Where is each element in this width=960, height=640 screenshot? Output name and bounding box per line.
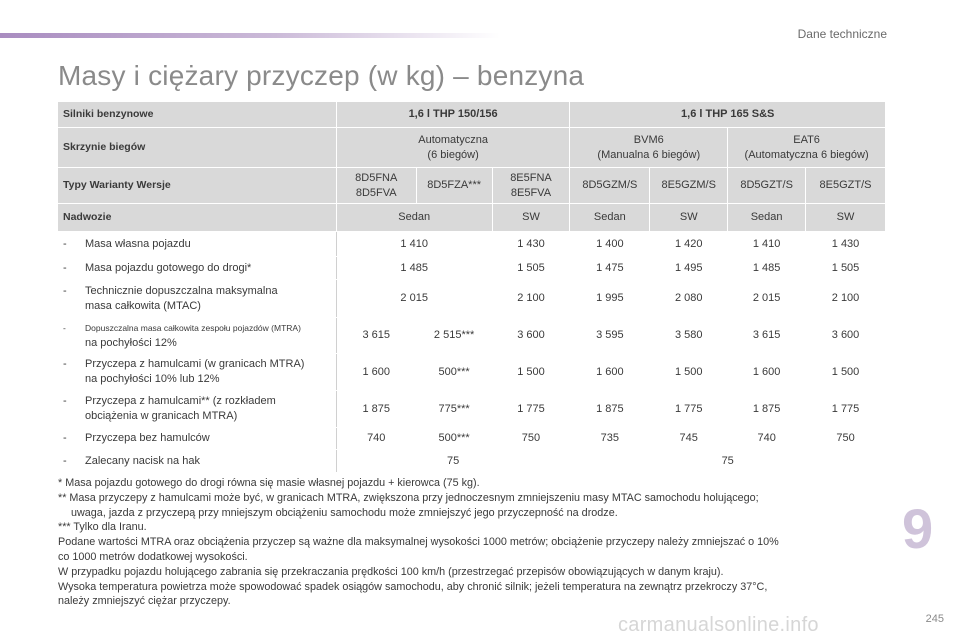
row-label: - Przyczepa z hamulcami (w granicach MTRA) na pochyłości 10% lub 12%	[58, 354, 337, 391]
section-title: Dane techniczne	[797, 27, 887, 41]
row-label: - Technicznie dopuszczalna maksymalna masa całkowita (MTAC)	[58, 280, 337, 318]
cell: 3 600	[806, 318, 886, 354]
cell: 3 615	[728, 318, 806, 354]
gearbox-b2	[728, 128, 886, 168]
cell: 1 500	[492, 354, 570, 391]
cell: 735	[570, 428, 650, 450]
cell: 1 500	[650, 354, 728, 391]
cell: 1 600	[728, 354, 806, 391]
page-number: 245	[925, 613, 944, 625]
footnotes	[58, 476, 898, 609]
footnote: Podane wartości MTRA oraz obciążenia przyczep są ważne dla maksymalnej wysokości 1000 metrów; obciążenie przyczepy należy zmniejszać o 10%	[58, 536, 779, 549]
table-row	[58, 257, 886, 280]
cell: 2 515***	[416, 318, 492, 354]
body-cell: Sedan	[336, 204, 492, 232]
footnote: należy zmniejszyć ciężar przyczepy.	[58, 595, 231, 608]
cell: 740	[728, 428, 806, 450]
watermark: carmanualsonline.info	[618, 614, 819, 636]
footnote: *** Tylko dla Iranu.	[58, 521, 147, 534]
cell: 1 505	[492, 257, 570, 280]
row-label: - Masa pojazdu gotowego do drogi*	[58, 257, 337, 280]
table-row	[58, 391, 886, 428]
row-label: - Przyczepa bez hamulców	[58, 428, 337, 450]
gearbox-b1-detail: (Manualna 6 biegów)	[597, 148, 701, 161]
cell: 1 995	[570, 280, 650, 318]
cell: 1 485	[336, 257, 492, 280]
footnote: W przypadku pojazdu holującego zabrania się przekraczania prędkości 100 km/h (przestrzegać przepisów obowiązujących w danym kraju).	[58, 565, 724, 578]
footnote: uwaga, jazda z przyczepą przy mniejszym obciążeniu samochodu może zmniejszyć jego przyczepność na drodze.	[71, 506, 618, 519]
cell: 1 400	[570, 232, 650, 257]
footnote: * Masa pojazdu gotowego do drogi równa się masie własnej pojazdu + kierowca (75 kg).	[58, 477, 480, 489]
type-cell: 8E5GZT/S	[806, 168, 886, 204]
type-cell: 8E5FNA 8E5FVA	[492, 168, 570, 204]
cell: 2 015	[728, 280, 806, 318]
row-label: - Zalecany nacisk na hak	[58, 450, 337, 473]
cell: 1 420	[650, 232, 728, 257]
type-cell: 8D5GZT/S	[728, 168, 806, 204]
types-label: Typy Warianty Wersje	[58, 168, 337, 204]
cell: 1 505	[806, 257, 886, 280]
cell: 1 600	[336, 354, 416, 391]
table-row	[58, 450, 886, 473]
cell: 745	[650, 428, 728, 450]
body-cell: Sedan	[570, 204, 650, 232]
engine-a-header: 1,6 l THP 150/156	[336, 102, 570, 128]
header-accent-bar	[0, 33, 500, 38]
cell: 500***	[416, 428, 492, 450]
cell: 2 100	[492, 280, 570, 318]
cell: 1 600	[570, 354, 650, 391]
cell: 750	[492, 428, 570, 450]
cell: 775***	[416, 391, 492, 428]
types-row	[58, 168, 886, 204]
cell: 75	[336, 450, 570, 473]
cell: 2 100	[806, 280, 886, 318]
weights-table	[57, 101, 886, 473]
cell: 1 875	[728, 391, 806, 428]
row-label: - Masa własna pojazdu	[58, 232, 337, 257]
type-cell: 8D5FZA***	[416, 168, 492, 204]
page-title: Masy i ciężary przyczep (w kg) – benzyna	[58, 60, 585, 91]
cell: 75	[570, 450, 886, 473]
cell: 1 410	[728, 232, 806, 257]
body-label: Nadwozie	[58, 204, 337, 232]
gearbox-b1	[570, 128, 728, 168]
engine-b-header: 1,6 l THP 165 S&S	[570, 102, 886, 128]
cell: 3 595	[570, 318, 650, 354]
row-label: - Dopuszczalna masa całkowita zespołu pojazdów (MTRA) na pochyłości 12%	[58, 318, 337, 354]
footnote: co 1000 metrów dodatkowej wysokości.	[58, 550, 248, 563]
cell: 1 775	[650, 391, 728, 428]
cell: 1 775	[806, 391, 886, 428]
body-cell: SW	[492, 204, 570, 232]
cell: 1 500	[806, 354, 886, 391]
gearbox-b2-detail: (Automatyczna 6 biegów)	[744, 148, 869, 161]
chapter-number: 9	[902, 497, 934, 560]
cell: 750	[806, 428, 886, 450]
cell: 1 430	[806, 232, 886, 257]
table-row	[58, 280, 886, 318]
gearbox-b1-name: BVM6	[633, 133, 664, 146]
cell: 3 580	[650, 318, 728, 354]
cell: 3 600	[492, 318, 570, 354]
cell: 2 015	[336, 280, 492, 318]
cell: 1 485	[728, 257, 806, 280]
body-cell: SW	[806, 204, 886, 232]
cell: 1 495	[650, 257, 728, 280]
footnote: Wysoka temperatura powietrza może spowodować spadek osiągów samochodu, aby chronić silnik; jeżeli temperatura na zewnątrz przekroczy 37°C,	[58, 580, 768, 593]
cell: 1 875	[336, 391, 416, 428]
gearbox-a	[336, 128, 570, 168]
engines-row	[58, 102, 886, 128]
cell: 1 410	[336, 232, 492, 257]
cell: 500***	[416, 354, 492, 391]
type-cell: 8D5GZM/S	[570, 168, 650, 204]
cell: 740	[336, 428, 416, 450]
footnote: ** Masa przyczepy z hamulcami może być, w granicach MTRA, zwiększona przy jednoczesnym zmniejszeniu masy MTAC samochodu holującego;	[58, 491, 759, 504]
gearbox-b2-name: EAT6	[793, 133, 820, 146]
cell: 1 475	[570, 257, 650, 280]
row-label: - Przyczepa z hamulcami** (z rozkładem obciążenia w granicach MTRA)	[58, 391, 337, 428]
body-row	[58, 204, 886, 232]
cell: 1 775	[492, 391, 570, 428]
table-row	[58, 318, 886, 354]
type-cell: 8E5GZM/S	[650, 168, 728, 204]
cell: 3 615	[336, 318, 416, 354]
table-row	[58, 354, 886, 391]
cell: 2 080	[650, 280, 728, 318]
body-cell: SW	[650, 204, 728, 232]
gearbox-row	[58, 128, 886, 168]
type-cell: 8D5FNA 8D5FVA	[336, 168, 416, 204]
gearbox-label: Skrzynie biegów	[58, 128, 337, 168]
cell: 1 875	[570, 391, 650, 428]
body-cell: Sedan	[728, 204, 806, 232]
gearbox-a-name: Automatyczna	[418, 133, 488, 146]
table-row	[58, 428, 886, 450]
table-row	[58, 232, 886, 257]
engines-label: Silniki benzynowe	[58, 102, 337, 128]
gearbox-a-detail: (6 biegów)	[427, 148, 479, 161]
cell: 1 430	[492, 232, 570, 257]
